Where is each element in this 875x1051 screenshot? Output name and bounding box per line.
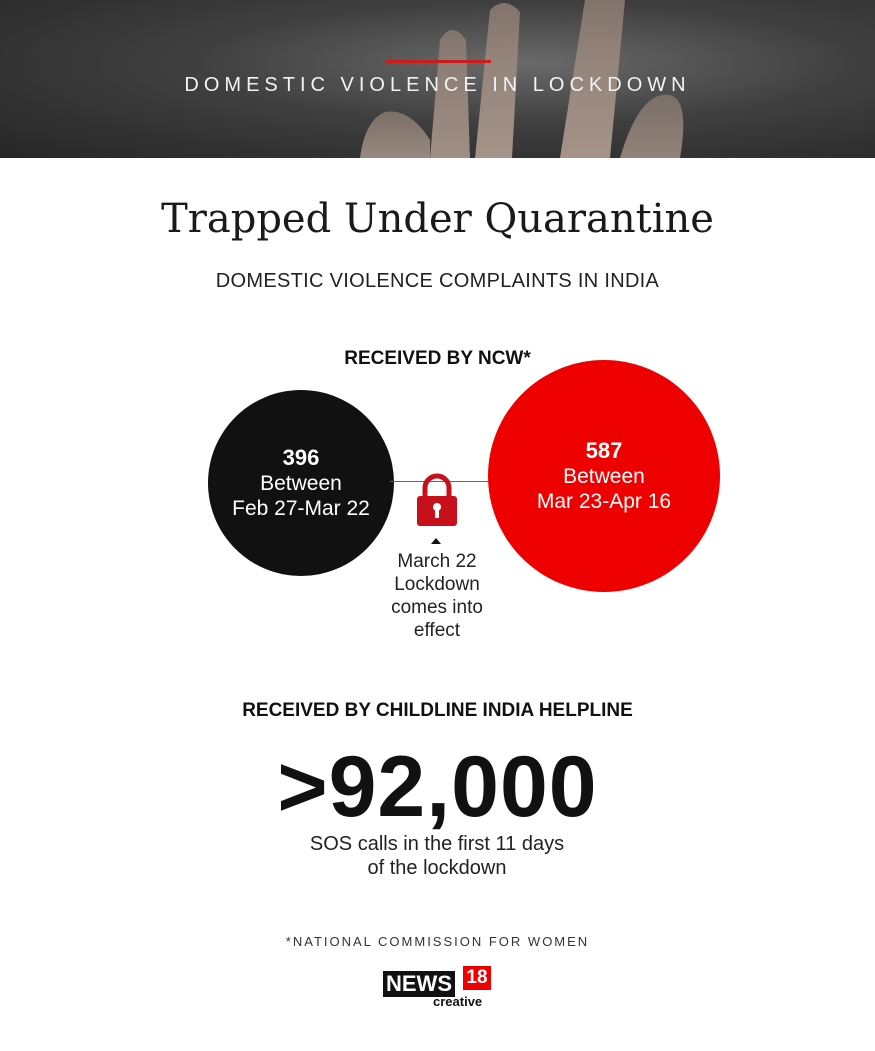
- lockdown-note-line: Lockdown: [394, 574, 480, 595]
- page-subtitle: DOMESTIC VIOLENCE COMPLAINTS IN INDIA: [215, 270, 660, 292]
- logo-tagline: creative: [433, 994, 483, 1009]
- after-label: Between: [563, 465, 645, 488]
- ncw-heading: RECEIVED BY NCW*: [344, 348, 531, 369]
- logo-number: 18: [463, 966, 491, 990]
- news18-logo: [383, 966, 493, 1010]
- padlock-icon: [414, 472, 460, 528]
- lockdown-note: [362, 550, 512, 642]
- accent-line: [385, 60, 491, 63]
- lockdown-note-line: comes into: [391, 597, 483, 618]
- before-value: 396: [282, 445, 320, 470]
- lockdown-note-line: March 22: [397, 551, 477, 572]
- before-lockdown-circle: [208, 390, 394, 576]
- childline-heading: RECEIVED BY CHILDLINE INDIA HELPLINE: [242, 700, 633, 721]
- hero-banner: [0, 0, 875, 158]
- after-lockdown-circle: [488, 360, 720, 592]
- after-value: 587: [585, 438, 623, 463]
- logo-word: NEWS: [383, 971, 455, 997]
- caption-line: SOS calls in the first 11 days: [309, 833, 565, 855]
- page-title: Trapped Under Quarantine: [161, 196, 714, 242]
- before-label: Between: [260, 472, 342, 495]
- before-period: Feb 27-Mar 22: [232, 497, 370, 520]
- lockdown-note-line: effect: [413, 620, 461, 641]
- childline-value: >92,000: [277, 739, 598, 835]
- after-period: Mar 23-Apr 16: [536, 490, 672, 513]
- caption-line: of the lockdown: [367, 857, 507, 879]
- childline-caption: [287, 832, 587, 880]
- footnote: *NATIONAL COMMISSION FOR WOMEN: [285, 934, 590, 949]
- header-kicker: DOMESTIC VIOLENCE IN LOCKDOWN: [184, 74, 691, 96]
- lockdown-pointer: [431, 538, 441, 544]
